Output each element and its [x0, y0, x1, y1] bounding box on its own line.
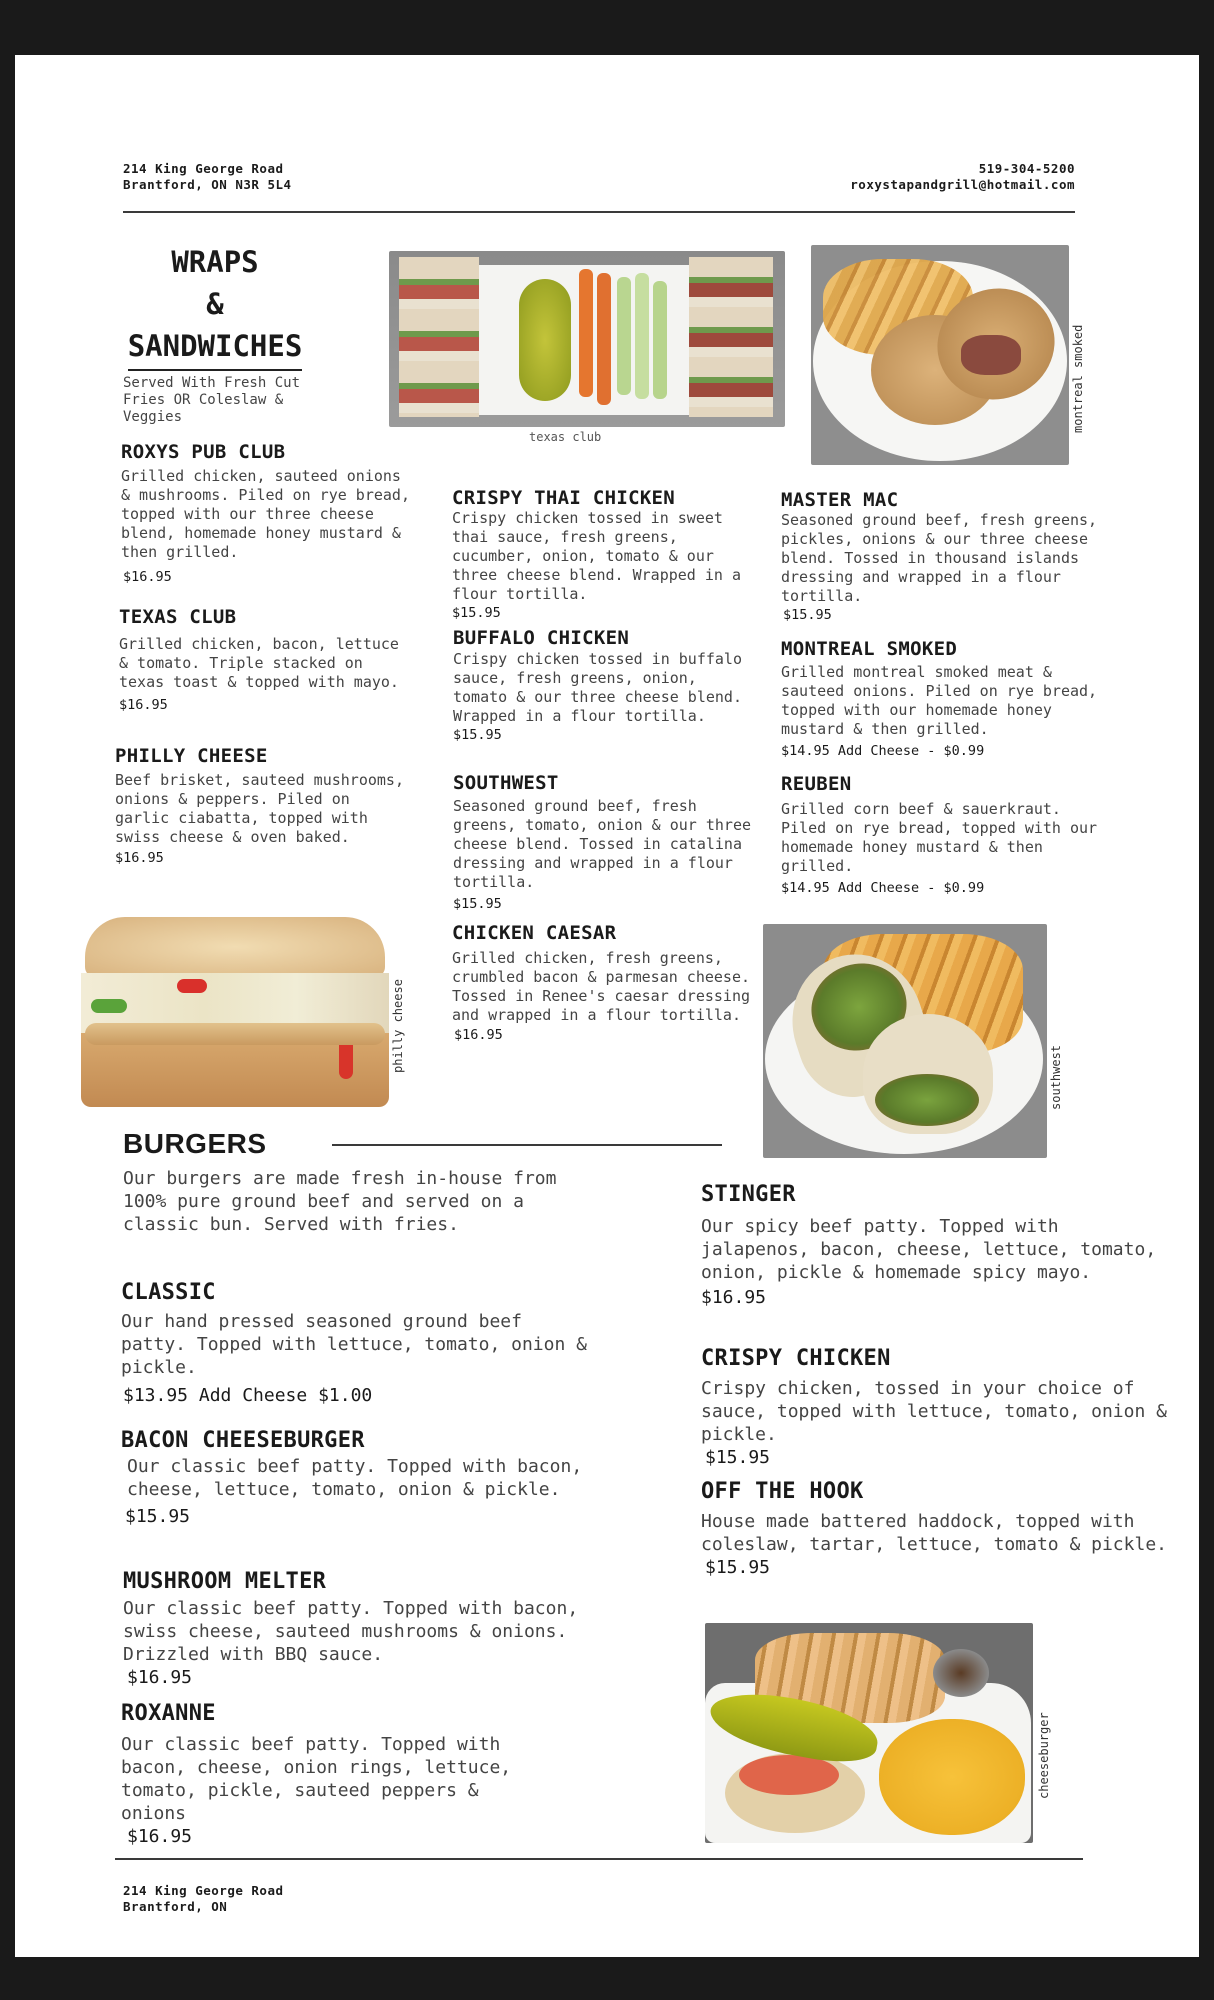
item-name: TEXAS CLUB — [119, 606, 237, 628]
photo-southwest — [763, 924, 1047, 1158]
item-name: SOUTHWEST — [453, 772, 559, 794]
menu-item-montreal-smoked — [781, 637, 1101, 760]
footer-address — [123, 1883, 284, 1915]
photo-montreal-smoked — [811, 245, 1069, 465]
item-price: $15.95 — [783, 607, 832, 623]
item-description: Our classic beef patty. Topped with bacon, cheese, lettuce, tomato, onion & pickle. — [127, 1456, 583, 1500]
item-name: BACON CHEESEBURGER — [121, 1428, 365, 1453]
title-line-wraps: WRAPS — [171, 245, 259, 279]
item-description: Grilled montreal smoked meat & sauteed onions. Piled on rye bread, topped with our homemade honey mustard & then grilled. — [781, 663, 1098, 738]
item-name: OFF THE HOOK — [701, 1479, 864, 1504]
item-price: $15.95 — [705, 1447, 771, 1468]
header-phone[interactable]: 519-304-5200 — [978, 161, 1075, 176]
item-price: $14.95 Add Cheese - $0.99 — [781, 880, 985, 896]
menu-item-philly-cheese — [115, 744, 411, 867]
menu-item-roxys-pub-club — [121, 440, 417, 586]
item-name: MONTREAL SMOKED — [781, 638, 958, 660]
item-description: Crispy chicken, tossed in your choice of sauce, topped with lettuce, tomato, onion & pickle. — [701, 1378, 1167, 1445]
photo-philly-cheese — [81, 903, 389, 1107]
header-email[interactable]: roxystapandgrill@hotmail.com — [850, 177, 1075, 192]
header-address-line1: 214 King George Road — [123, 161, 284, 176]
item-description: House made battered haddock, topped with coleslaw, tartar, lettuce, tomato & pickle. — [701, 1511, 1167, 1555]
item-price: $15.95 — [453, 727, 502, 743]
item-name: MASTER MAC — [781, 489, 899, 511]
photo-cheeseburger — [705, 1623, 1033, 1843]
menu-item-master-mac — [781, 488, 1101, 624]
menu-item-bacon-cheeseburger — [121, 1427, 591, 1529]
footer-address-line1: 214 King George Road — [123, 1883, 284, 1898]
burgers-intro: Our burgers are made fresh in-house from 100% pure ground beef and served on a classic bun. Served with fries. — [123, 1168, 557, 1235]
title-line-amp: & — [206, 287, 224, 321]
menu-item-roxanne — [121, 1700, 551, 1849]
header-divider — [123, 211, 1075, 213]
menu-item-crispy-thai-chicken — [452, 486, 762, 622]
caption-montreal-smoked: montreal smoked — [1071, 324, 1085, 433]
menu-item-off-the-hook — [701, 1478, 1171, 1580]
item-description: Beef brisket, sauteed mushrooms, onions & peppers. Piled on garlic ciabatta, topped with swiss cheese & oven baked. — [115, 771, 404, 846]
item-description: Grilled chicken, sauteed onions & mushrooms. Piled on rye bread, topped with our three cheese blend, homemade honey mustard & then grilled. — [121, 467, 410, 561]
item-price: $14.95 Add Cheese - $0.99 — [781, 743, 985, 759]
item-price: $16.95 — [127, 1667, 193, 1688]
menu-item-texas-club — [119, 605, 399, 714]
item-name: PHILLY CHEESE — [115, 745, 268, 767]
item-description: Crispy chicken tossed in buffalo sauce, fresh greens, onion, tomato & our three cheese blend. Wrapped in a flour tortilla. — [453, 650, 742, 725]
item-description: Our spicy beef patty. Topped with jalapenos, bacon, cheese, lettuce, tomato, onion, pickle & homemade spicy mayo. — [701, 1216, 1157, 1283]
item-name: ROXANNE — [121, 1701, 216, 1726]
item-name: CHICKEN CAESAR — [452, 922, 617, 944]
item-name: ROXYS PUB CLUB — [121, 441, 286, 463]
footer-address-line2: Brantford, ON — [123, 1899, 228, 1914]
menu-item-reuben — [781, 772, 1101, 897]
caption-philly-cheese: philly cheese — [391, 979, 405, 1073]
item-name: MUSHROOM MELTER — [123, 1569, 327, 1594]
menu-page — [15, 55, 1199, 1957]
caption-southwest: southwest — [1049, 1044, 1063, 1110]
photo-texas-club — [389, 251, 785, 427]
menu-item-classic — [121, 1279, 591, 1408]
wraps-section-title — [115, 241, 315, 371]
menu-item-crispy-chicken — [701, 1345, 1171, 1470]
footer-divider — [115, 1858, 1083, 1860]
item-price: $16.95 — [119, 697, 168, 713]
menu-item-buffalo-chicken — [453, 626, 753, 744]
item-price: $16.95 — [115, 850, 164, 866]
item-description: Grilled chicken, fresh greens, crumbled bacon & parmesan cheese. Tossed in Renee's caesar dressing and wrapped in a flour tortilla. — [452, 949, 751, 1024]
item-name: CLASSIC — [121, 1280, 216, 1305]
item-description: Our classic beef patty. Topped with bacon, swiss cheese, sauteed mushrooms & onions. Drizzled with BBQ sauce. — [123, 1598, 579, 1665]
item-price: $13.95 Add Cheese $1.00 — [123, 1385, 373, 1406]
item-name: CRISPY CHICKEN — [701, 1346, 891, 1371]
header-address-line2: Brantford, ON N3R 5L4 — [123, 177, 292, 192]
item-name: STINGER — [701, 1182, 796, 1207]
item-price: $16.95 — [701, 1287, 767, 1308]
item-price: $15.95 — [125, 1506, 191, 1527]
item-description: Crispy chicken tossed in sweet thai sauce, fresh greens, cucumber, onion, tomato & our three cheese blend. Wrapped in a flour tortilla. — [452, 509, 741, 603]
menu-item-chicken-caesar — [452, 921, 762, 1044]
item-description: Grilled chicken, bacon, lettuce & tomato. Triple stacked on texas toast & topped with mayo. — [119, 635, 399, 691]
menu-item-stinger — [701, 1181, 1171, 1310]
burgers-title-rule — [332, 1144, 722, 1146]
menu-item-southwest — [453, 771, 763, 913]
title-line-sandwiches: SANDWICHES — [128, 325, 303, 371]
item-description: Seasoned ground beef, fresh greens, tomato, onion & our three cheese blend. Tossed in catalina dressing and wrapped in a flour tortilla. — [453, 797, 752, 891]
menu-item-mushroom-melter — [123, 1568, 593, 1690]
wraps-subtitle: Served With Fresh Cut Fries OR Coleslaw & Veggies — [123, 375, 301, 425]
item-price: $16.95 — [454, 1027, 503, 1043]
item-description: Seasoned ground beef, fresh greens, pickles, onions & our three cheese blend. Tossed in thousand islands dressing and wrapped in a flour tortilla. — [781, 511, 1098, 605]
header-address — [123, 161, 292, 193]
caption-texas-club: texas club — [529, 430, 602, 444]
item-price: $15.95 — [705, 1557, 771, 1578]
item-price: $16.95 — [123, 569, 172, 585]
item-description: Grilled corn beef & sauerkraut. Piled on rye bread, topped with our homemade honey mustard & then grilled. — [781, 800, 1098, 875]
item-description: Our hand pressed seasoned ground beef patty. Topped with lettuce, tomato, onion & pickle. — [121, 1311, 587, 1378]
item-price: $15.95 — [452, 605, 501, 621]
header-contact — [850, 161, 1075, 193]
item-name: REUBEN — [781, 773, 852, 795]
caption-cheeseburger: cheeseburger — [1037, 1712, 1051, 1799]
item-name: BUFFALO CHICKEN — [453, 627, 630, 649]
item-description: Our classic beef patty. Topped with bacon, cheese, onion rings, lettuce, tomato, pickle, sauteed peppers & onions — [121, 1734, 512, 1824]
item-price: $16.95 — [127, 1826, 193, 1847]
item-name: CRISPY THAI CHICKEN — [452, 487, 676, 509]
item-price: $15.95 — [453, 896, 502, 912]
burgers-section-title: BURGERS — [123, 1128, 267, 1159]
